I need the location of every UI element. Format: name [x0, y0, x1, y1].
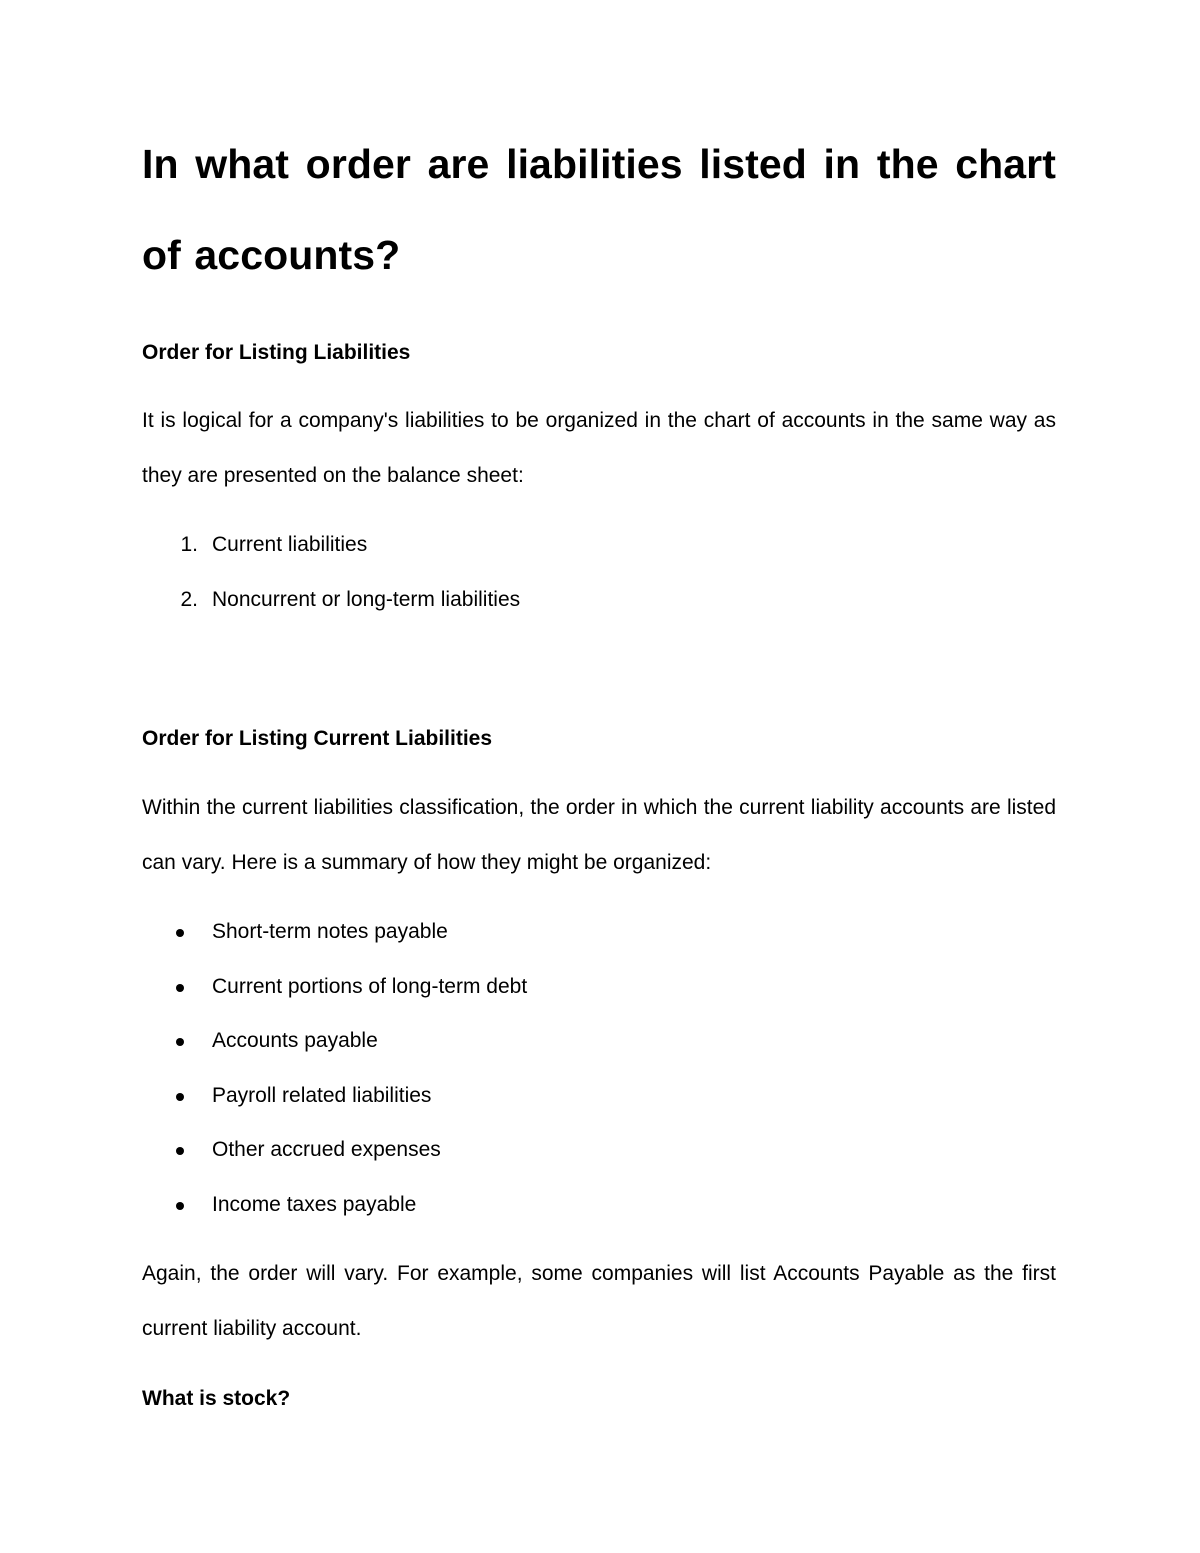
bullet-icon — [176, 1038, 184, 1046]
list-item — [142, 518, 1056, 573]
page-title: In what order are liabilities listed in the chart of accounts? — [142, 141, 1056, 278]
section-heading-listing-liabilities: Order for Listing Liabilities — [142, 341, 411, 364]
list-number: 1. — [180, 533, 198, 556]
list-item — [142, 573, 1056, 628]
paragraph-current-liabilities-intro: Within the current liabilities classification, the order in which the current liability accounts are listed can vary. Here is a summary of how they might be organized: — [142, 796, 1056, 874]
bullet-list-current-liabilities — [142, 905, 1056, 1232]
list-item-text: Current liabilities — [212, 533, 368, 556]
list-item — [142, 1014, 1056, 1069]
section-heading-current-liabilities: Order for Listing Current Liabilities — [142, 727, 493, 750]
list-item-text: Noncurrent or long-term liabilities — [212, 587, 521, 611]
bullet-icon — [176, 984, 184, 992]
list-item — [142, 905, 1056, 960]
list-item-text: Payroll related liabilities — [212, 1083, 432, 1107]
list-item-text: Other accrued expenses — [212, 1138, 441, 1161]
list-item-text: Income taxes payable — [212, 1192, 417, 1216]
ordered-list-liability-types — [142, 518, 1056, 627]
bullet-icon — [176, 929, 184, 937]
list-item-text: Current portions of long-term debt — [212, 974, 528, 998]
list-item-text: Accounts payable — [212, 1029, 378, 1052]
paragraph-liabilities-intro: It is logical for a company's liabilities to be organized in the chart of accounts in the same way as they are presented on the balance sheet: — [142, 409, 1056, 487]
bullet-icon — [176, 1202, 184, 1210]
list-item — [142, 1123, 1056, 1178]
list-item — [142, 1069, 1056, 1124]
section-heading-what-is-stock: What is stock? — [142, 1387, 291, 1410]
list-item-text: Short-term notes payable — [212, 920, 448, 943]
bullet-icon — [176, 1093, 184, 1101]
paragraph-order-varies: Again, the order will vary. For example, some companies will list Accounts Payable as the first current liability account. — [142, 1262, 1056, 1340]
list-item — [142, 960, 1056, 1015]
bullet-icon — [176, 1147, 184, 1155]
list-number: 2. — [180, 587, 198, 611]
list-item — [142, 1178, 1056, 1233]
